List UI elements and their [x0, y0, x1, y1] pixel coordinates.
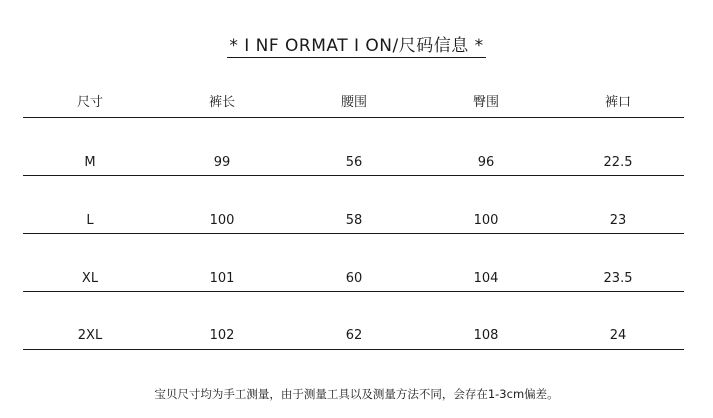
cell-size: M — [84, 155, 96, 170]
row-divider — [23, 349, 684, 350]
measurement-note: 宝贝尺寸均为手工测量，由于测量工具以及测量方法不同，会存在1-3cm偏差。 — [154, 387, 559, 401]
cell-leg-opening: 24 — [609, 328, 627, 343]
cell-length: 100 — [209, 213, 235, 228]
header-length: 裤长 — [208, 95, 236, 110]
title-text: * I NF ORMAT I ON/尺码信息 * — [229, 36, 484, 56]
cell-size: L — [86, 213, 94, 228]
cell-size: XL — [81, 271, 99, 286]
cell-hip: 108 — [473, 328, 499, 343]
header-size: 尺寸 — [76, 95, 104, 110]
header-leg-opening: 裤口 — [604, 95, 632, 110]
cell-leg-opening: 23.5 — [603, 271, 633, 286]
cell-waist: 56 — [345, 155, 363, 170]
cell-leg-opening: 22.5 — [603, 155, 633, 170]
cell-waist: 62 — [345, 328, 363, 343]
cell-length: 99 — [213, 155, 231, 170]
cell-length: 102 — [209, 328, 235, 343]
header-waist: 腰围 — [340, 95, 368, 110]
cell-hip: 96 — [477, 155, 495, 170]
header-divider — [23, 117, 684, 118]
cell-hip: 100 — [473, 213, 499, 228]
row-divider — [23, 233, 684, 234]
cell-leg-opening: 23 — [609, 213, 627, 228]
header-hip: 臀围 — [472, 95, 500, 110]
cell-length: 101 — [209, 271, 235, 286]
row-divider — [23, 291, 684, 292]
page-title — [0, 35, 713, 58]
cell-size: 2XL — [77, 328, 103, 343]
cell-waist: 58 — [345, 213, 363, 228]
row-divider — [23, 175, 684, 176]
cell-waist: 60 — [345, 271, 363, 286]
cell-hip: 104 — [473, 271, 499, 286]
